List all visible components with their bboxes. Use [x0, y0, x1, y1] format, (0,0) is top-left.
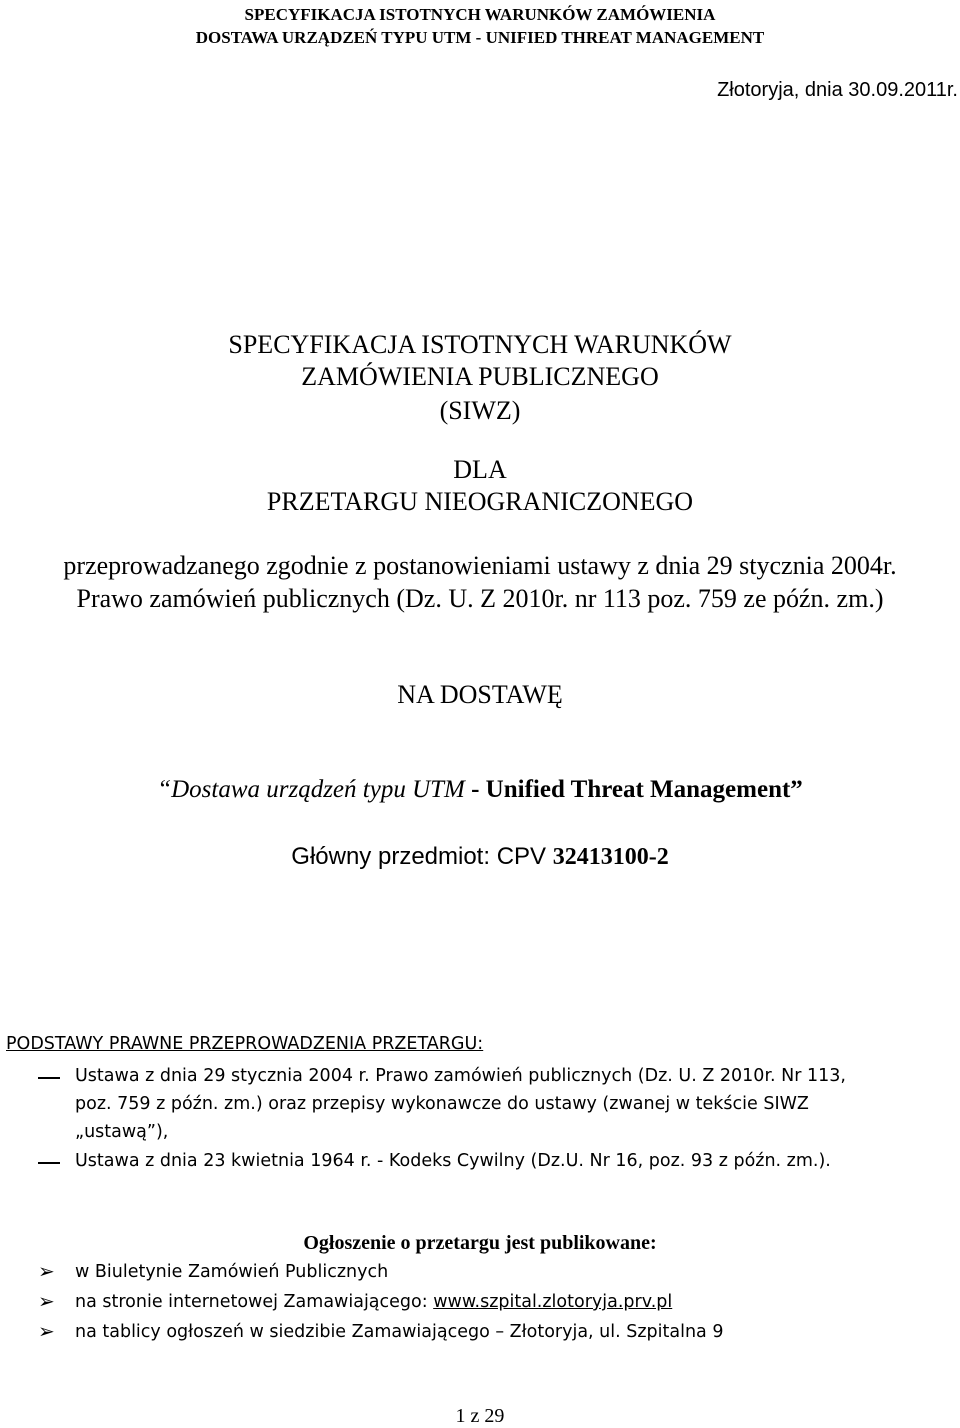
legal-item-1-line-2: poz. 759 z późn. zm.) oraz przepisy wykonawcze do ustawy (zwanej w tekście SIWZ	[75, 1094, 809, 1114]
publication-item-1: w Biuletynie Zamówień Publicznych	[75, 1262, 389, 1282]
legal-heading: PODSTAWY PRAWNE PRZEPROWADZENIA PRZETARGU:	[6, 1034, 484, 1054]
header-line-1: SPECYFIKACJA ISTOTNYCH WARUNKÓW ZAMÓWIENIA	[244, 5, 716, 24]
cpv-line	[0, 842, 960, 872]
delivery-subject	[0, 775, 960, 805]
title-line-1: SPECYFIKACJA ISTOTNYCH WARUNKÓW	[228, 330, 732, 359]
legal-item-1-line-1: Ustawa z dnia 29 stycznia 2004 r. Prawo zamówień publicznych (Dz. U. Z 2010r. Nr 113,	[75, 1066, 846, 1086]
subject-bold: - Unified Threat Management”	[464, 776, 803, 803]
publication-heading: Ogłoszenie o przetargu jest publikowane:	[303, 1232, 657, 1254]
document-date: Złotoryja, dnia 30.09.2011r.	[717, 79, 958, 101]
header-line-2: DOSTAWA URZĄDZEŃ TYPU UTM - UNIFIED THREAT MANAGEMENT	[195, 28, 765, 47]
cpv-label: Główny przedmiot: CPV	[291, 843, 553, 870]
publication-item-3: na tablicy ogłoszeń w siedzibie Zamawiającego – Złotoryja, ul. Szpitalna 9	[75, 1322, 724, 1342]
legal-item-1-line-3: „ustawą”),	[75, 1122, 169, 1142]
legal-item-2: Ustawa z dnia 23 kwietnia 1964 r. - Kodeks Cywilny (Dz.U. Nr 16, poz. 93 z późn. zm.).	[75, 1151, 831, 1171]
publication-item-2	[75, 1289, 672, 1315]
publication-item-2-text: na stronie internetowej Zamawiającego:	[75, 1292, 434, 1312]
arrow-bullet-icon: ➢	[38, 1319, 55, 1343]
dash-bullet-icon	[38, 1162, 60, 1164]
delivery-label: NA DOSTAWĘ	[397, 680, 563, 709]
title-line-7: Prawo zamówień publicznych (Dz. U. Z 2010r. nr 113 poz. 759 ze późn. zm.)	[76, 584, 884, 613]
title-line-4: DLA	[453, 455, 507, 484]
title-line-3: (SIWZ)	[439, 396, 521, 425]
dash-bullet-icon	[38, 1077, 60, 1079]
page-number: 1 z 29	[455, 1405, 505, 1427]
title-line-5: PRZETARGU NIEOGRANICZONEGO	[266, 487, 694, 516]
cpv-code: 32413100-2	[552, 844, 669, 870]
title-line-2: ZAMÓWIENIA PUBLICZNEGO	[301, 362, 659, 391]
title-line-6: przeprowadzanego zgodnie z postanowieniami ustawy z dnia 29 stycznia 2004r.	[63, 551, 897, 580]
website-link[interactable]: www.szpital.zlotoryja.prv.pl	[433, 1292, 673, 1312]
arrow-bullet-icon: ➢	[38, 1259, 55, 1283]
arrow-bullet-icon: ➢	[38, 1289, 55, 1313]
subject-italic: “Dostawa urządzeń typu UTM	[157, 776, 465, 803]
